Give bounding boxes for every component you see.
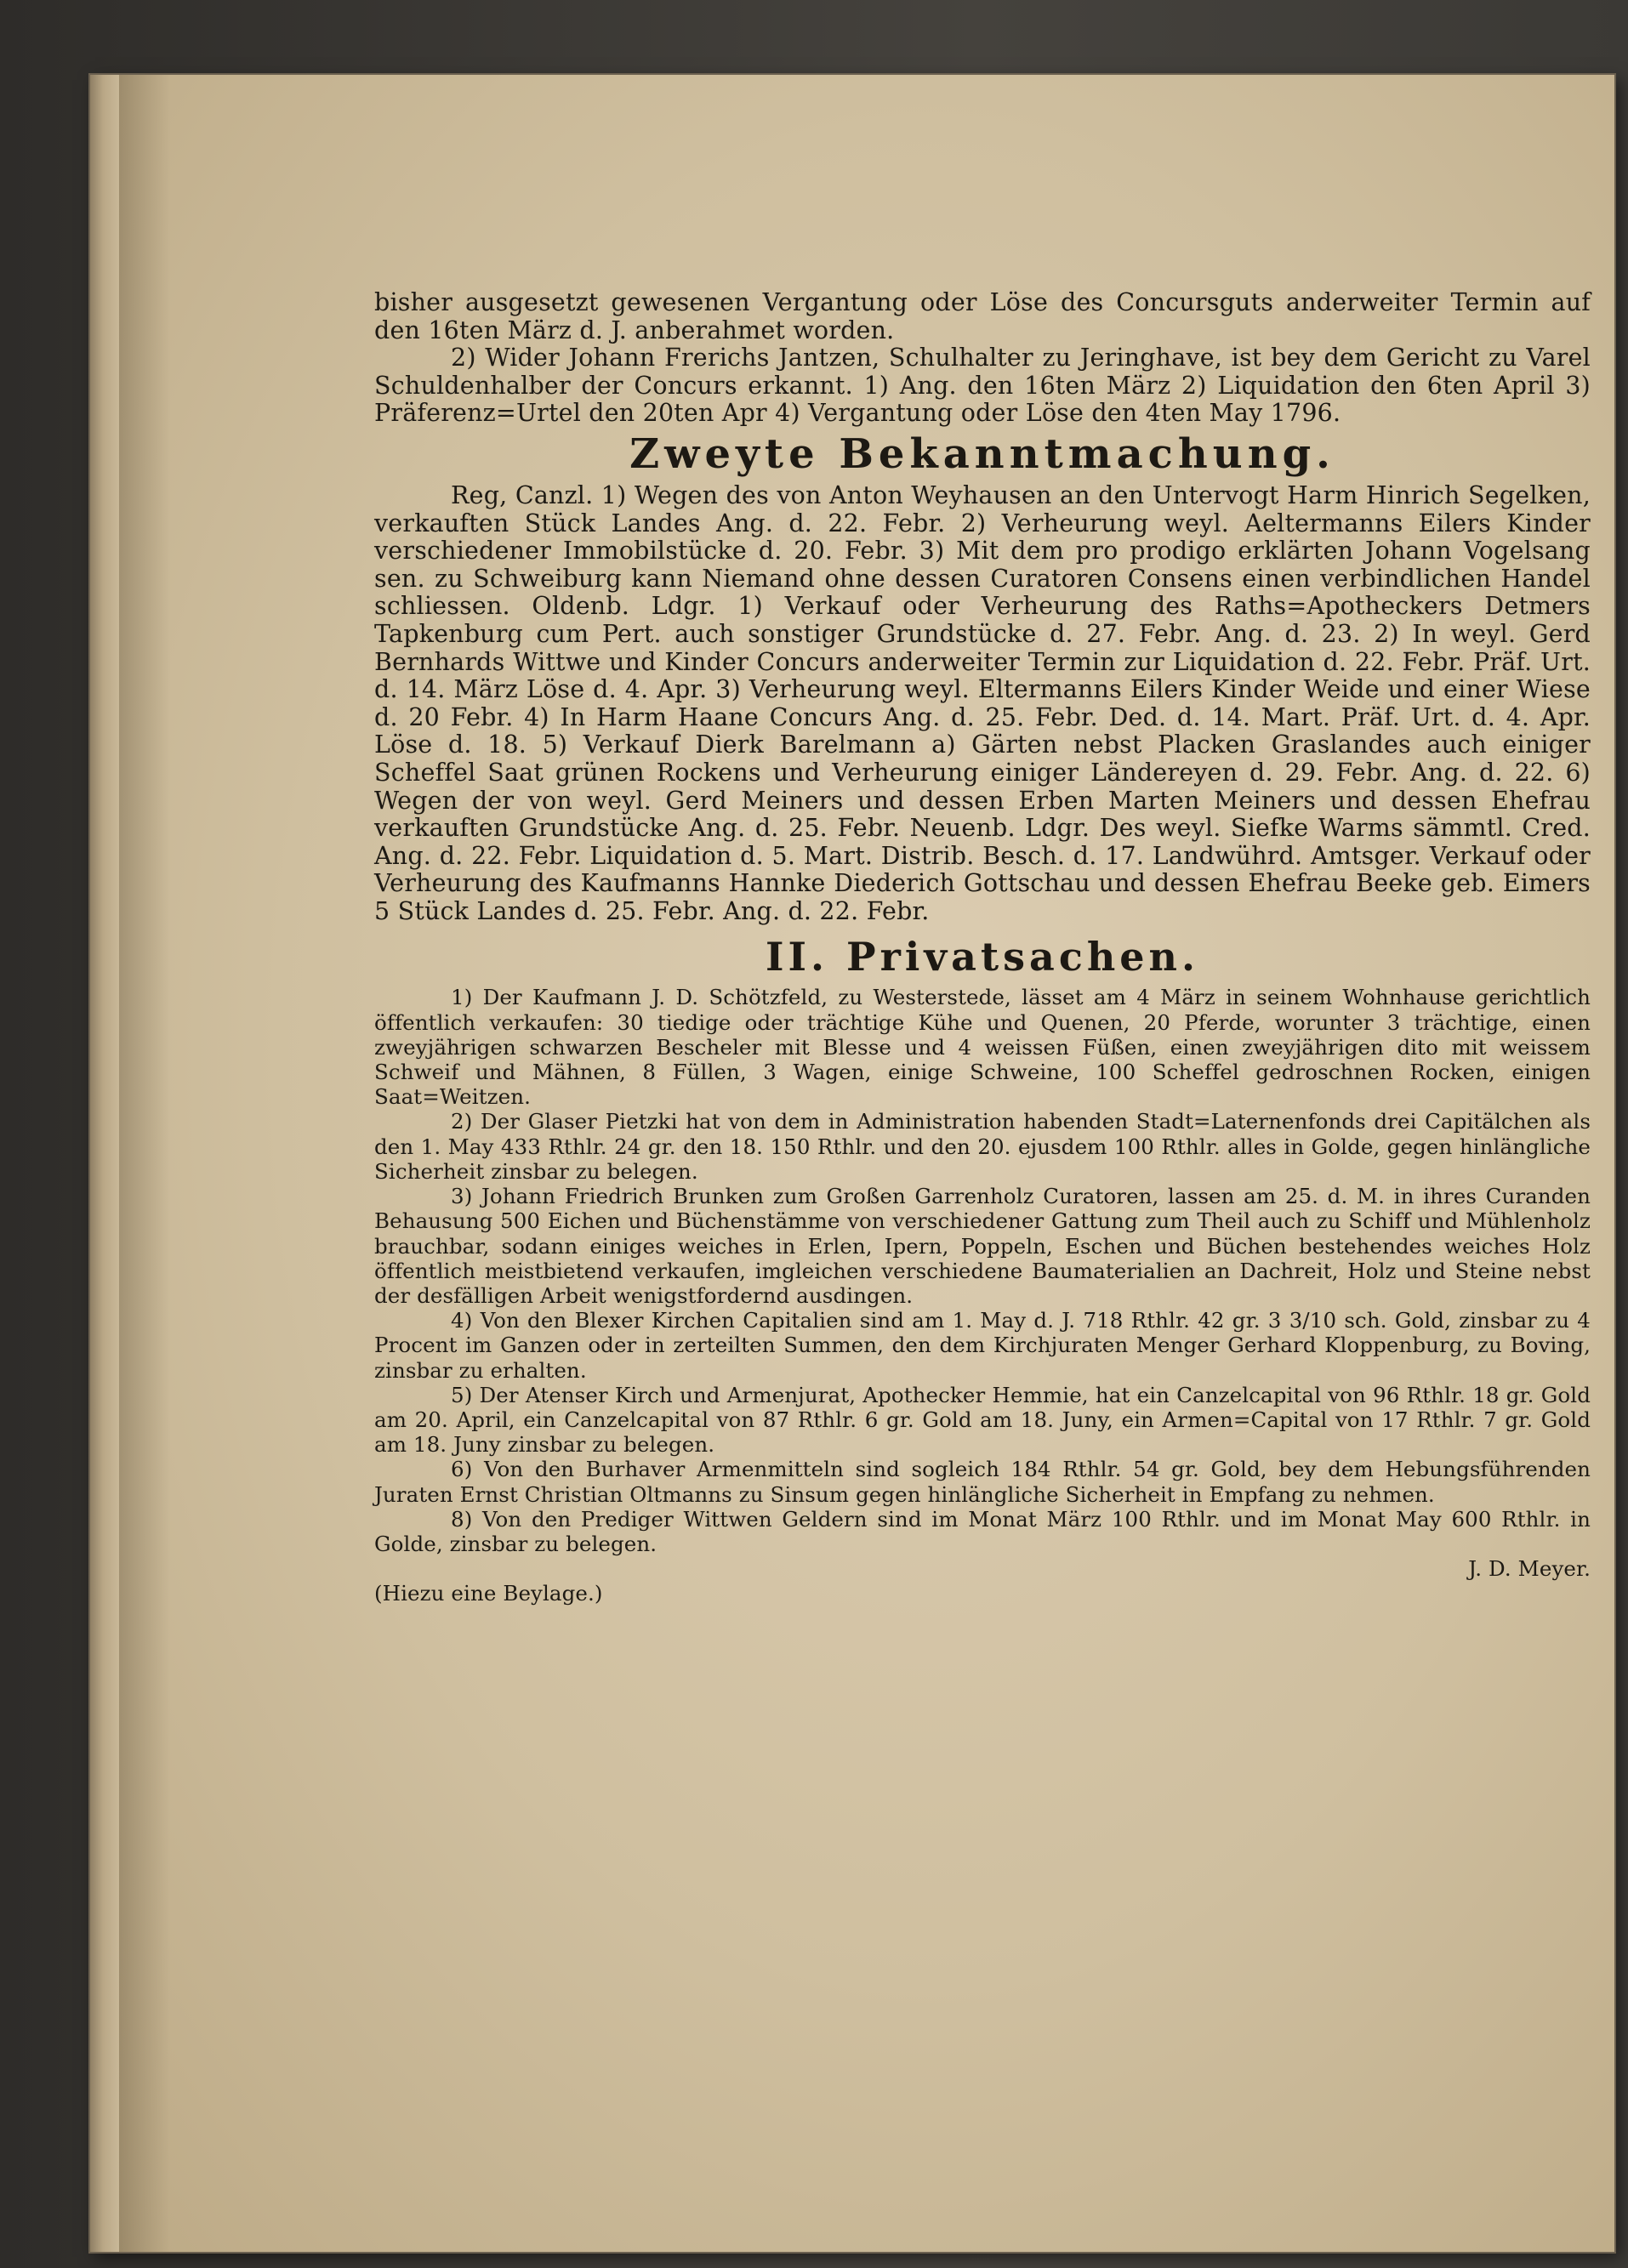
- private-item-4: 4) Von den Blexer Kirchen Capitalien sind am 1. May d. J. 718 Rthlr. 42 gr. 3 3/10 sch. Gold, zinsbar zu 4 Procent im Ganzen oder in zerteilten Summen, den dem Kirchjuraten Menger Gerhard Kloppenburg, zu Boving, zinsbar zu erhalten.: [374, 1308, 1591, 1383]
- heading-private-matters: II. Privatsachen.: [765, 934, 1200, 981]
- signature: J. D. Meyer.: [1468, 1556, 1591, 1582]
- intro-paragraph-1: bisher ausgesetzt gewesenen Vergantung oder Löse des Concursguts anderweiter Termin auf den 16ten März d. J. anberahmet worden.: [374, 288, 1591, 344]
- private-item-6: 6) Von den Burhaver Armenmitteln sind sogleich 184 Rthlr. 54 gr. Gold, bey dem Hebungsführenden Juraten Ernst Christian Oltmanns zu Sinsum gegen hinlängliche Sicherheit in Empfang zu nehmen.: [374, 1457, 1591, 1507]
- footer-note: (Hiezu eine Beylage.): [374, 1581, 603, 1606]
- page-gutter-shadow: [119, 75, 170, 2252]
- intro-paragraph-2: 2) Wider Johann Frerichs Jantzen, Schulhalter zu Jeringhave, ist bey dem Gericht zu Varel Schuldenhalber der Concurs erkannt. 1) Ang. den 16ten März 2) Liquidation den 6ten April 3) Präferenz=Urtel den 20ten Apr 4) Vergantung oder Löse den 4ten May 1796.: [374, 344, 1591, 428]
- private-item-2: 2) Der Glaser Pietzki hat von dem in Administration habenden Stadt=Laternenfonds drei Capitälchen als den 1. May 433 Rthlr. 24 gr. den 18. 150 Rthlr. und den 20. ejusdem 100 Rthlr. alles in Golde, gegen hinlängliche Sicherheit zinsbar zu belegen.: [374, 1109, 1591, 1184]
- private-item-8: 8) Von den Prediger Wittwen Geldern sind im Monat März 100 Rthlr. und im Monat May 600 Rthlr. in Golde, zinsbar zu belegen.: [374, 1506, 1591, 1556]
- page-edge: [90, 75, 119, 2252]
- private-item-3: 3) Johann Friedrich Brunken zum Großen Garrenholz Curatoren, lassen am 25. d. M. in ihres Curanden Behausung 500 Eichen und Büchenstämme von verschiedener Gattung zum Theil auch zu Schiff und Mühlenholz brauchbar, sodann einiges weiches in Erlen, Ipern, Poppeln, Eschen und Büchen bestehendes weiches Holz öffentlich meistbietend verkaufen, imgleichen verschiedene Baumaterialien an Dachreit, Holz und Steine nebst der desfälligen Arbeit wenigstfordernd ausdingen.: [374, 1184, 1591, 1308]
- private-item-5: 5) Der Atenser Kirch und Armenjurat, Apothecker Hemmie, hat ein Canzelcapital von 96 Rthlr. 18 gr. Gold am 20. April, ein Canzelcapital von 87 Rthlr. 6 gr. Gold am 18. Juny, ein Armen=Capital von 17 Rthlr. 7 gr. Gold am 18. Juny zinsbar zu belegen.: [374, 1382, 1591, 1458]
- second-announcement-paragraph: Reg, Canzl. 1) Wegen des von Anton Weyhausen an den Untervogt Harm Hinrich Segelken, verkauften Stück Landes Ang. d. 22. Febr. 2) Verheurung weyl. Aeltermanns Eilers Kinder verschiedener Immobilstücke d. 20. Febr. 3) Mit dem pro prodigo erklärten Johann Vogelsang sen. zu Schweiburg kann Niemand ohne dessen Curatoren Consens einen verbindlichen Handel schliessen. Oldenb. Ldgr. 1) Verkauf oder Verheurung des Raths=Apotheckers Detmers Tapkenburg cum Pert. auch sonstiger Grundstücke d. 27. Febr. Ang. d. 23. 2) In weyl. Gerd Bernhards Wittwe und Kinder Concurs anderweiter Termin zur Liquidation d. 22. Febr. Präf. Urt. d. 14. März Löse d. 4. Apr. 3) Verheurung weyl. Eltermanns Eilers Kinder Weide und einer Wiese d. 20 Febr. 4) In Harm Haane Concurs Ang. d. 25. Febr. Ded. d. 14. Mart. Präf. Urt. d. 4. Apr. Löse d. 18. 5) Verkauf Dierk Barelmann a) Gärten nebst Placken Graslandes auch einiger Scheffel Saat grünen Rockens und Verheurung einiger Ländereyen d. 29. Febr. Ang. d. 22. 6) Wegen der von weyl. Gerd Meiners und dessen Erben Marten Meiners und dessen Ehefrau verkauften Grundstücke Ang. d. 25. Febr. Neuenb. Ldgr. Des weyl. Siefke Warms sämmtl. Cred. Ang. d. 22. Febr. Liquidation d. 5. Mart. Distrib. Besch. d. 17. Landwührd. Amtsger. Verkauf oder Verheurung des Kaufmanns Hannke Diederich Gottschau und dessen Ehefrau Beeke geb. Eimers 5 Stück Landes d. 25. Febr. Ang. d. 22. Febr.: [374, 480, 1591, 925]
- heading-second-announcement: Zweyte Bekanntmachung.: [629, 429, 1335, 478]
- private-item-1: 1) Der Kaufmann J. D. Schötzfeld, zu Westerstede, lässet am 4 März in seinem Wohnhause gerichtlich öffentlich verkaufen: 30 tiedige oder trächtige Kühe und Quenen, 20 Pferde, worunter 3 trächtige, einen zweyjährigen schwarzen Bescheler mit Blesse und 4 weissen Füßen, einen zweyjährigen dito mit weissem Schweif und Mähnen, 8 Füllen, 3 Wagen, einige Schweine, 100 Scheffel gedroschnen Rocken, einigen Saat=Weitzen.: [374, 985, 1591, 1110]
- page-content: [374, 289, 1591, 1606]
- signature-row: [374, 1556, 1591, 1581]
